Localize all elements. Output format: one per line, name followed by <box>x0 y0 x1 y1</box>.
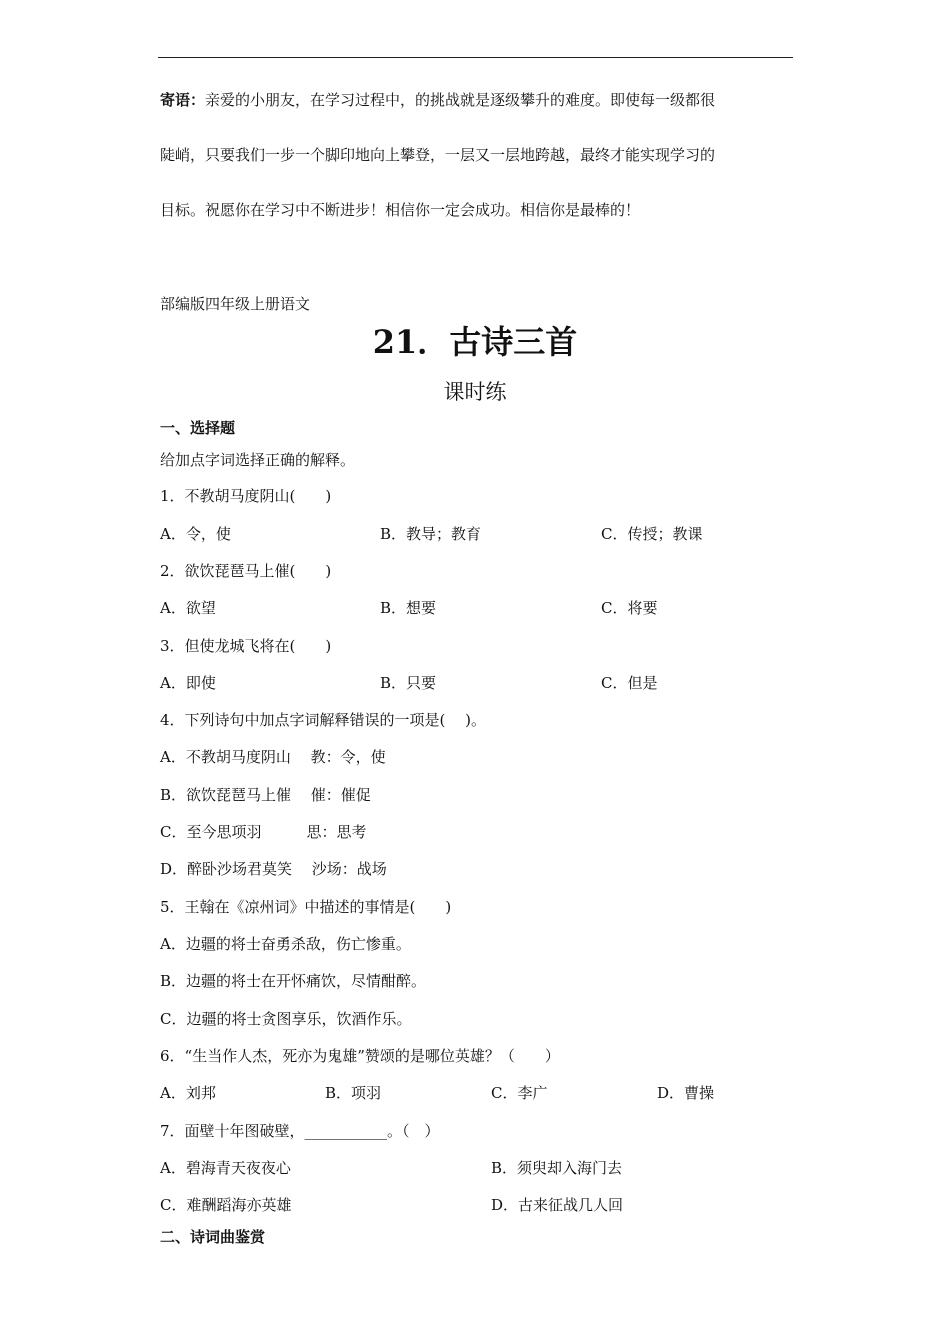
question-3-option-b: B．只要 <box>380 674 437 692</box>
question-7-stem: 7．面壁十年图破壁，___________。（ ） <box>160 1122 440 1140</box>
question-2-stem: 2．欲饮琵琶马上催( ) <box>160 562 332 580</box>
intro-line-2: 陡峭，只要我们一步一个脚印地向上攀登，一层又一层地跨越，最终才能实现学习的 <box>160 146 716 164</box>
section-1-instruction: 给加点字词选择正确的解释。 <box>160 451 356 469</box>
question-6-option-d: D．曹操 <box>657 1084 715 1102</box>
question-6-option-c: C．李广 <box>491 1084 548 1102</box>
intro-text-1: 亲爱的小朋友，在学习过程中，的挑战就是逐级攀升的难度。即使每一级都很 <box>205 91 716 109</box>
page-title: 21．古诗三首 <box>372 323 578 361</box>
question-7-option-d: D．古来征战几人回 <box>491 1196 624 1214</box>
question-7-option-b: B．须臾却入海门去 <box>491 1159 623 1177</box>
question-7-option-a: A．碧海青天夜夜心 <box>160 1159 291 1177</box>
question-2-option-c: C．将要 <box>601 599 658 617</box>
intro-label: 寄语： <box>160 91 206 109</box>
question-4-option-c: C．至今思项羽 思：思考 <box>160 823 367 841</box>
question-5-option-a: A．边疆的将士奋勇杀敌，伤亡惨重。 <box>160 935 411 953</box>
question-1-stem: 1．不教胡马度阴山( ) <box>160 487 332 505</box>
question-6-option-a: A．刘邦 <box>160 1084 216 1102</box>
question-4-stem: 4．下列诗句中加点字词解释错误的一项是( )。 <box>160 711 487 729</box>
page-subtitle: 课时练 <box>443 380 507 404</box>
question-5-stem: 5．王翰在《凉州词》中描述的事情是( ) <box>160 898 452 916</box>
question-1-option-a: A．令，使 <box>160 525 231 543</box>
question-2-option-a: A．欲望 <box>160 599 216 617</box>
question-1-option-c: C．传授；教课 <box>601 525 703 543</box>
question-4-option-b: B．欲饮琵琶马上催 催：催促 <box>160 786 371 804</box>
section-1-heading: 一、选择题 <box>160 419 236 437</box>
question-3-stem: 3．但使龙城飞将在( ) <box>160 637 332 655</box>
question-2-option-b: B．想要 <box>380 599 437 617</box>
question-6-option-b: B．项羽 <box>325 1084 382 1102</box>
intro-line-3: 目标。祝愿你在学习中不断进步！相信你一定会成功。相信你是最棒的！ <box>160 201 641 219</box>
section-2-heading: 二、诗词曲鉴赏 <box>160 1228 266 1246</box>
question-4-option-d: D．醉卧沙场君莫笑 沙场：战场 <box>160 860 387 878</box>
question-6-stem: 6．“生当作人杰，死亦为鬼雄”赞颂的是哪位英雄？（ ） <box>160 1047 560 1065</box>
question-4-option-a: A．不教胡马度阴山 教：令，使 <box>160 748 386 766</box>
question-3-option-a: A．即使 <box>160 674 216 692</box>
header-rule <box>158 57 793 58</box>
intro-line-1 <box>160 90 715 110</box>
question-5-option-c: C．边疆的将士贪图享乐，饮酒作乐。 <box>160 1010 412 1028</box>
question-1-option-b: B．教导；教育 <box>380 525 482 543</box>
question-5-option-b: B．边疆的将士在开怀痛饮，尽情酣醉。 <box>160 972 427 990</box>
question-7-option-c: C．难酬蹈海亦英雄 <box>160 1196 292 1214</box>
question-3-option-c: C．但是 <box>601 674 658 692</box>
edition-label: 部编版四年级上册语文 <box>160 295 311 313</box>
